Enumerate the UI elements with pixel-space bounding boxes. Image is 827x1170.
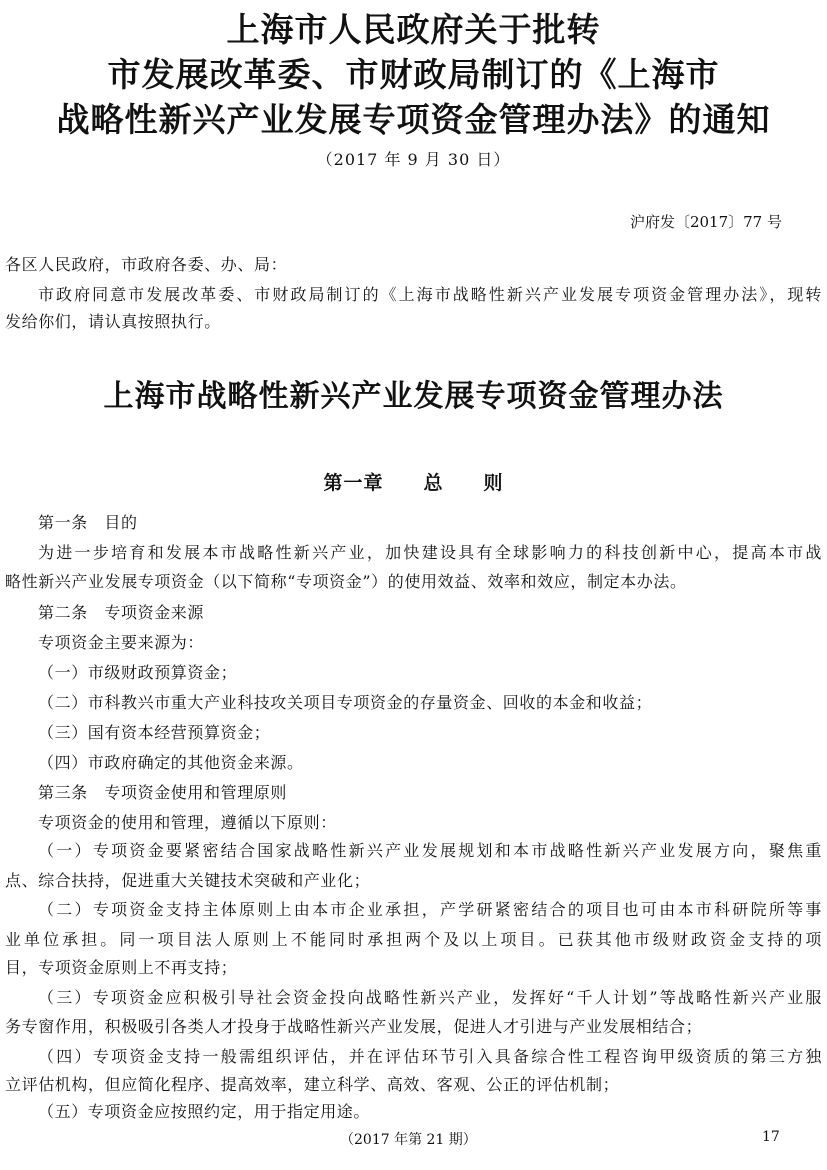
list-item: （一）专项资金要紧密结合国家战略性新兴产业发展规划和本市战略性新兴产业发展方向，聚焦重 [38,841,822,860]
list-item: （一）市级财政预算资金； [38,663,238,682]
body-line: 为进一步培育和发展本市战略性新兴产业，加快建设具有全球影响力的科技创新中心，提高本市战 [38,543,822,562]
body-line: 立评估机构，但应简化程序、提高效率，建立科学、高效、客观、公正的评估机制； [5,1075,620,1094]
body-line: 点、综合扶持，促进重大关键技术突破和产业化； [5,871,371,890]
body-line: 略性新兴产业发展专项资金（以下简称“专项资金”）的使用效益、效率和效应，制定本办法。 [5,572,687,591]
document-number: 沪府发〔2017〕77 号 [629,213,782,231]
list-item: （二）市科教兴市重大产业科技攻关项目专项资金的存量资金、回收的本金和收益； [38,693,653,712]
chapter-heading: 第一章 总 则 [323,472,504,494]
article-heading: 第一条 目的 [38,513,138,532]
list-item: （三）专项资金应积极引导社会资金投向战略性新兴产业，发挥好“千人计划”等战略性新兴产业服 [38,988,822,1007]
article-heading: 第二条 专项资金来源 [38,603,205,622]
body-line: 业单位承担。同一项目法人原则上不能同时承担两个及以上项目。已获其他市级财政资金支持的项 [5,930,822,949]
body-line: 专项资金的使用和管理，遵循以下原则： [38,813,337,832]
page-number: 17 [762,1129,780,1145]
notice-title-line-2: 市发展改革委、市财政局制订的《上海市 [107,55,720,94]
issue-label: （2017 年第 21 期） [340,1132,477,1148]
list-item: （三）国有资本经营预算资金； [38,723,271,742]
notice-body-line: 发给你们，请认真按照执行。 [5,312,221,331]
article-heading: 第三条 专项资金使用和管理原则 [38,783,288,802]
notice-title-line-1: 上海市人民政府关于批转 [226,10,601,49]
notice-body-line: 市政府同意市发展改革委、市财政局制订的《上海市战略性新兴产业发展专项资金管理办法》，现转 [38,285,822,304]
body-line: 目，专项资金原则上不再支持； [5,958,238,977]
measures-title: 上海市战略性新兴产业发展专项资金管理办法 [103,379,724,414]
notice-date: （2017 年 9 月 30 日） [316,150,511,169]
notice-title-line-3: 战略性新兴产业发展专项资金管理办法》的通知 [56,100,771,139]
list-item: （二）专项资金支持主体原则上由本市企业承担，产学研紧密结合的项目也可由本市科研院所等事 [38,900,822,919]
list-item: （四）市政府确定的其他资金来源。 [38,753,304,772]
body-line: 专项资金主要来源为： [38,633,205,652]
list-item: （四）专项资金支持一般需组织评估，并在评估环节引入具备综合性工程咨询甲级资质的第三方独 [38,1047,822,1066]
body-line: 务专窗作用，积极吸引各类人才投身于战略性新兴产业发展，促进人才引进与产业发展相结合； [5,1017,703,1036]
addressee: 各区人民政府，市政府各委、办、局： [5,255,288,274]
list-item: （五）专项资金应按照约定，用于指定用途。 [38,1102,371,1121]
